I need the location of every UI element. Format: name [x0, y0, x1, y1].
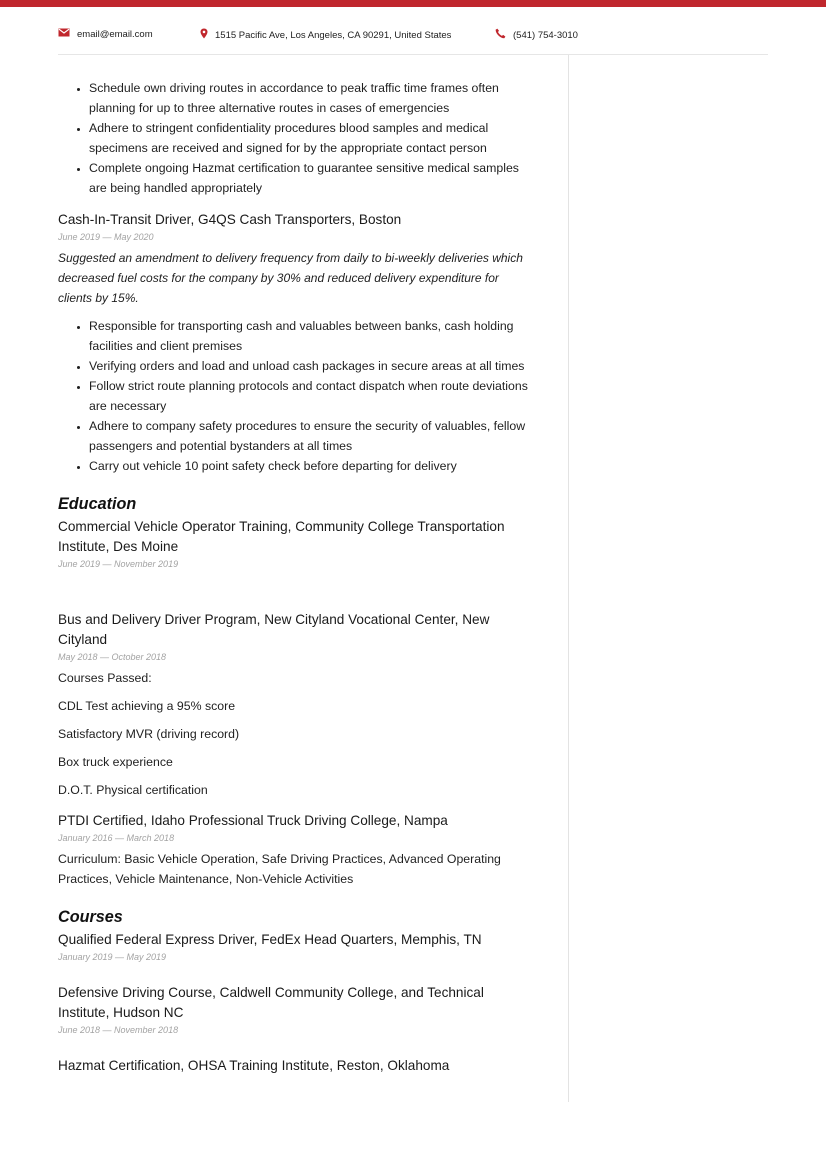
list-item: • Verifying orders and load and unload cash packages in secure areas at all times	[89, 356, 536, 376]
course-title: Hazmat Certification, OHSA Training Institute, Reston, Oklahoma	[58, 1058, 450, 1073]
list-item: • Carry out vehicle 10 point safety check before departing for delivery	[89, 456, 536, 476]
contact-address-text: 1515 Pacific Ave, Los Angeles, CA 90291, United States	[215, 29, 452, 41]
job-title: Cash-In-Transit Driver, G4QS Cash Transporters, Boston	[58, 212, 402, 227]
main-column	[58, 78, 536, 1076]
header-divider	[58, 54, 768, 55]
contact-email[interactable]	[58, 28, 153, 40]
contact-email-text: email@email.com	[77, 28, 153, 40]
course-dates: January 2019 — May 2019	[58, 952, 167, 962]
job-dates: June 2019 — May 2020	[58, 232, 154, 242]
job1-bullet-list	[58, 78, 536, 198]
courses-heading: Courses	[58, 908, 123, 926]
education-line: Satisfactory MVR (driving record)	[58, 727, 240, 741]
education-title: Bus and Delivery Driver Program, New Cityland Vocational Center, New Cityland	[58, 612, 490, 647]
envelope-icon	[58, 28, 70, 40]
contact-phone[interactable]	[495, 28, 578, 42]
education-line: CDL Test achieving a 95% score	[58, 699, 236, 713]
education-title: PTDI Certified, Idaho Professional Truck Driving College, Nampa	[58, 813, 448, 828]
list-item: • Complete ongoing Hazmat certification to guarantee sensitive medical samples are being handled appropriately	[89, 158, 536, 198]
education-title: Commercial Vehicle Operator Training, Community College Transportation Institute, Des Moine	[58, 519, 505, 554]
contact-address	[200, 28, 451, 42]
education-line: Box truck experience	[58, 755, 173, 769]
column-divider	[568, 55, 569, 1102]
contact-phone-text: (541) 754-3010	[513, 29, 578, 41]
education-heading: Education	[58, 495, 137, 513]
education-line: D.O.T. Physical certification	[58, 783, 208, 797]
course-title: Qualified Federal Express Driver, FedEx Head Quarters, Memphis, TN	[58, 932, 482, 947]
job2-bullet-list	[58, 316, 536, 476]
header-accent-bar	[0, 0, 826, 7]
education-dates: May 2018 — October 2018	[58, 652, 167, 662]
course-dates: June 2018 — November 2018	[58, 1025, 179, 1035]
course-title: Defensive Driving Course, Caldwell Community College, and Technical Institute, Hudson NC	[58, 985, 484, 1020]
list-item: • Schedule own driving routes in accordance to peak traffic time frames often planning for up to three alternative routes in cases of emergencies	[89, 78, 536, 118]
education-dates: June 2019 — November 2019	[58, 559, 179, 569]
map-pin-icon	[200, 28, 208, 42]
education-dates: January 2016 — March 2018	[58, 833, 175, 843]
list-item: • Responsible for transporting cash and valuables between banks, cash holding facilities and client premises	[89, 316, 536, 356]
list-item: • Adhere to stringent confidentiality procedures blood samples and medical specimens are received and signed for by the appropriate contact person	[89, 118, 536, 158]
education-line: Courses Passed:	[58, 671, 152, 685]
list-item: • Follow strict route planning protocols and contact dispatch when route deviations are necessary	[89, 376, 536, 416]
list-item: • Adhere to company safety procedures to ensure the security of valuables, fellow passengers and potential bystanders at all times	[89, 416, 536, 456]
job-summary: Suggested an amendment to delivery frequency from daily to bi-weekly deliveries which decreased fuel costs for the company by 30% and reduced delivery expenditure for clients by 15%.	[58, 251, 523, 305]
education-text: Curriculum: Basic Vehicle Operation, Safe Driving Practices, Advanced Operating Practices, Vehicle Maintenance, Non-Vehicle Activities	[58, 852, 501, 886]
phone-icon	[495, 28, 506, 42]
